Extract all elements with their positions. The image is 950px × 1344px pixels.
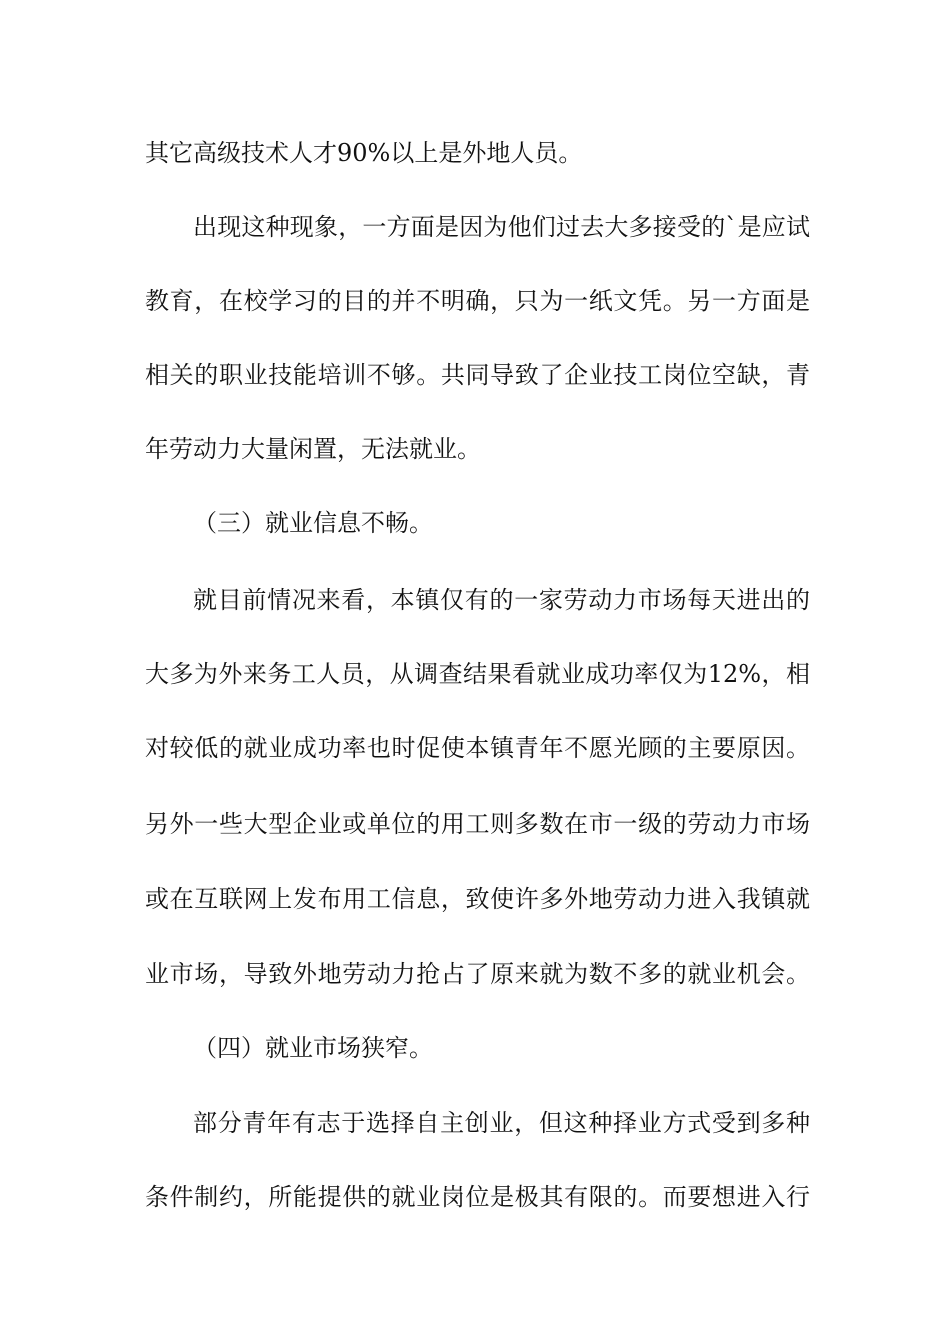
paragraph-line: 部分青年有志于选择自主创业，但这种择业方式受到多种 [193, 1109, 810, 1137]
paragraph-line: 条件制约，所能提供的就业岗位是极其有限的。而要想进入行 [145, 1183, 810, 1211]
paragraph-line: 就目前情况来看，本镇仅有的一家劳动力市场每天进出的 [193, 586, 810, 614]
section-heading: （三）就业信息不畅。 [193, 509, 433, 537]
paragraph-line: 或在互联网上发布用工信息，致使许多外地劳动力进入我镇就 [145, 885, 810, 913]
paragraph-line: 对较低的就业成功率也时促使本镇青年不愿光顾的主要原因。 [145, 734, 810, 762]
paragraph-line: 另外一些大型企业或单位的用工则多数在市一级的劳动力市场 [145, 810, 810, 838]
paragraph-line: 业市场，导致外地劳动力抢占了原来就为数不多的就业机会。 [145, 960, 810, 988]
paragraph-line: 相关的职业技能培训不够。共同导致了企业技工岗位空缺，青 [145, 361, 810, 389]
paragraph-line: 教育，在校学习的目的并不明确，只为一纸文凭。另一方面是 [145, 287, 810, 315]
paragraph-line: 出现这种现象，一方面是因为他们过去大多接受的`是应试 [193, 213, 810, 241]
section-heading: （四）就业市场狭窄。 [193, 1034, 433, 1062]
paragraph-line: 其它高级技术人才90%以上是外地人员。 [145, 139, 583, 167]
paragraph-line: 大多为外来务工人员，从调查结果看就业成功率仅为12%，相 [145, 660, 810, 688]
paragraph-line: 年劳动力大量闲置，无法就业。 [145, 435, 481, 463]
